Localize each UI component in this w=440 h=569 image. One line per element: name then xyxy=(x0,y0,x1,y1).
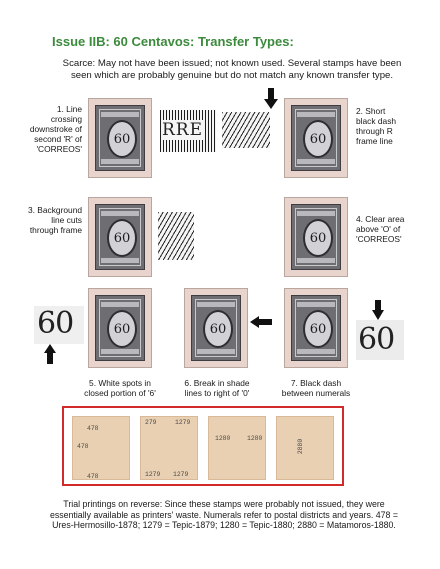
stamp-type-1 xyxy=(88,98,152,178)
type-5-label: 5. White spots in closed portion of '6' xyxy=(84,378,156,398)
type-6-label: 6. Break in shade lines to right of '0' xyxy=(184,378,250,398)
trial-back-1279: 279 1279 1279 1279 xyxy=(140,416,198,480)
trial-back-478: 478 478 478 xyxy=(72,416,130,480)
stamp-type-6: 60 xyxy=(184,288,248,368)
type-1-detail xyxy=(160,110,216,152)
type-7-label: 7. Black dash between numerals xyxy=(281,378,351,398)
type-5-detail-numeral: 60 xyxy=(37,306,74,341)
type-2-detail xyxy=(222,112,270,148)
stamp-type-3: 60 xyxy=(88,197,152,277)
type-4-label: 4. Clear area above 'O' of 'CORREOS' xyxy=(356,214,405,244)
arrow-down-icon xyxy=(372,300,384,320)
page-title: Issue IIB: 60 Centavos: Transfer Types: xyxy=(52,34,294,49)
type-2-label: 2. Short black dash through R frame line xyxy=(356,106,397,146)
trial-printings-box xyxy=(62,406,344,486)
stamp-type-5: 60 xyxy=(88,288,152,368)
stamp-type-4: 60 xyxy=(284,197,348,277)
type-3-label: 3. Background line cuts through frame xyxy=(28,205,83,235)
arrow-up-icon xyxy=(44,344,56,364)
stamp-type-7: 60 xyxy=(284,288,348,368)
stamp-type-2: 60 xyxy=(284,98,348,178)
intro-paragraph: Scarce: May not have been issued; not known used. Several stamps have been seen which are probably genuine but do not match any known transfer type. xyxy=(62,58,402,81)
type-1-detail-text: RRE xyxy=(162,120,204,140)
stamp-numeral: 60 xyxy=(113,132,131,147)
type-3-detail xyxy=(158,212,194,260)
footer-caption: Trial printings on reverse: Since these stamps were probably not issued, they were essentially available as printers' waste. Numerals refer to postal districts and years. 478 = Ures-Hermosillo-1878; 1279 = Tepic-1879; 1280 = Tepic-1880; 2880 = Matamoros-1880. xyxy=(49,499,399,531)
type-7-detail-numeral: 60 xyxy=(358,322,395,357)
type-5-detail xyxy=(34,306,84,344)
type-1-label: 1. Line crossing downstroke of second 'R' of 'CORREOS' xyxy=(29,104,82,154)
trial-back-1280: 1280 1280 xyxy=(208,416,266,480)
type-7-detail xyxy=(356,320,404,360)
arrow-down-icon xyxy=(264,88,278,110)
trial-back-2880: 2880 xyxy=(276,416,334,480)
arrow-left-icon xyxy=(250,316,272,328)
